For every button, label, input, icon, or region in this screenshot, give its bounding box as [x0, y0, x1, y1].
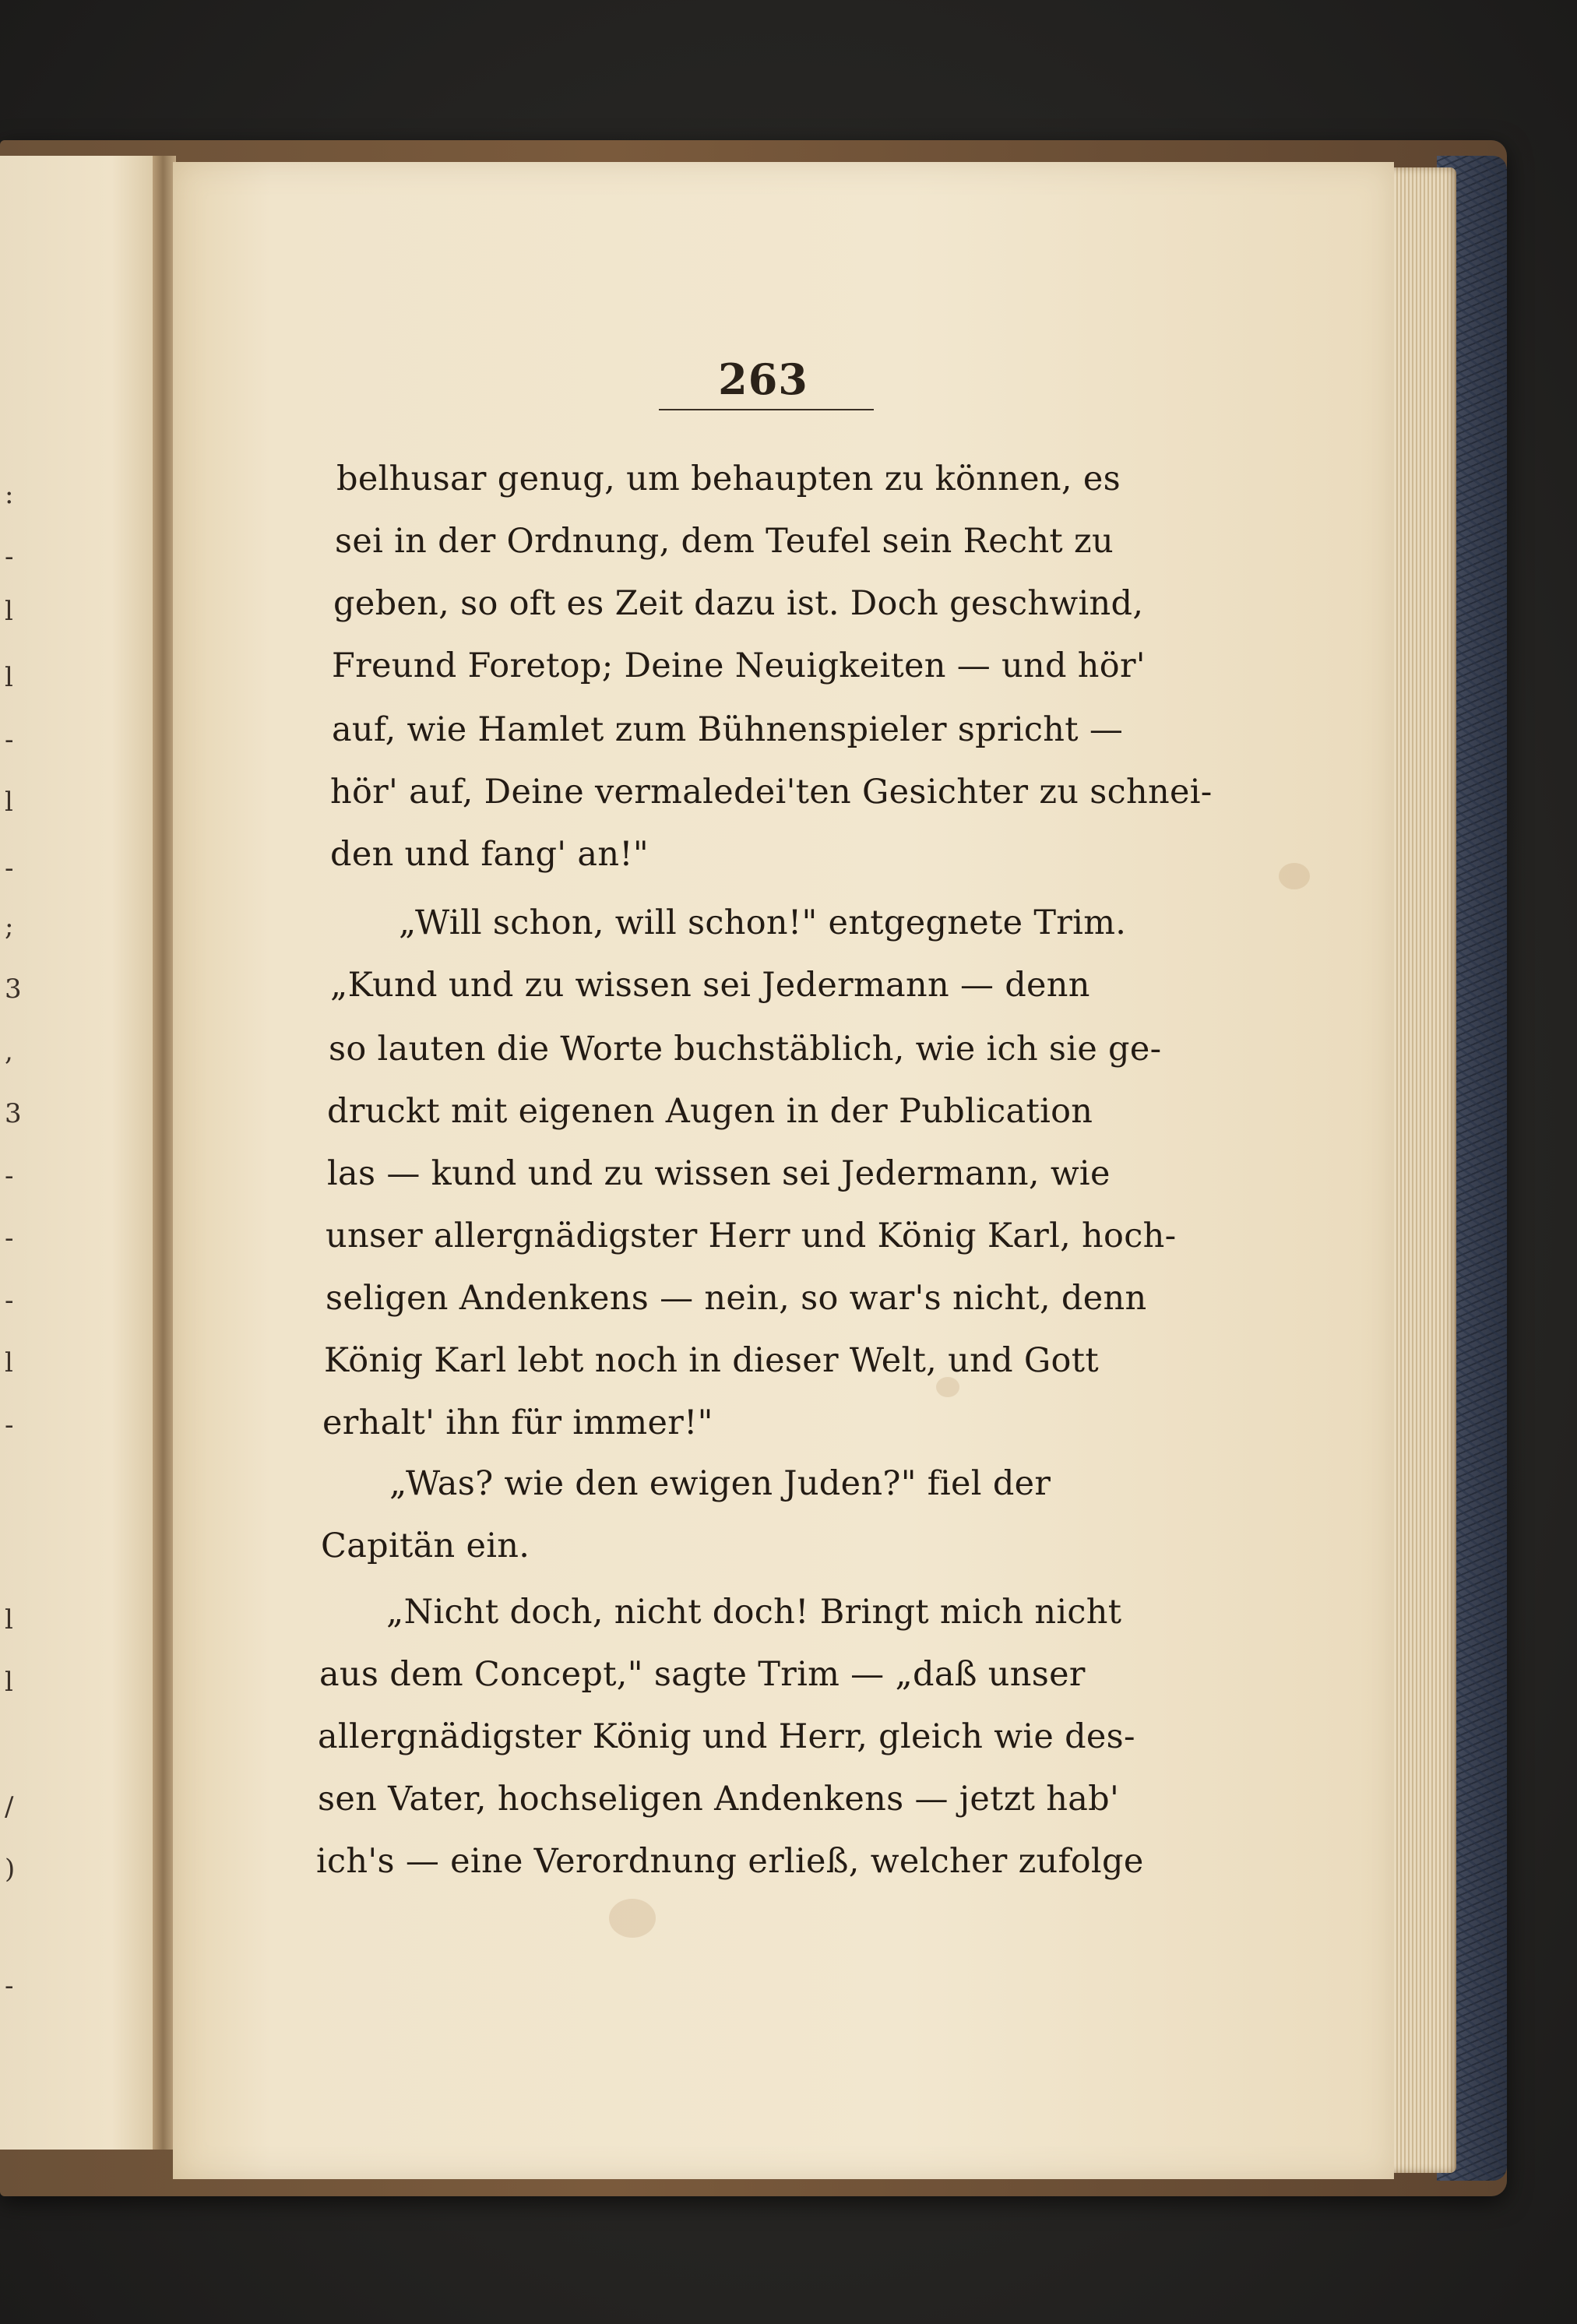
text-line: erhalt' ihn für immer!"	[322, 1403, 713, 1442]
left-page-text-fragment: l	[5, 1347, 13, 1379]
left-page-text-fragment: -	[5, 1410, 14, 1441]
left-page-text-fragment: :	[5, 479, 14, 510]
foxing-spot	[1279, 863, 1310, 889]
left-page-text-fragment: ,	[5, 1036, 13, 1067]
text-line: König Karl lebt noch in dieser Welt, und Gott	[324, 1341, 1099, 1380]
left-page-text-fragment: l	[5, 596, 13, 627]
page-number: 263	[718, 354, 808, 404]
text-line: „Nicht doch, nicht doch! Bringt mich nicht	[386, 1593, 1122, 1632]
left-page-text-fragment: -	[5, 1970, 14, 2002]
text-line: ich's — eine Verordnung erließ, welcher zufolge	[316, 1842, 1144, 1881]
left-page-text-fragment: l	[5, 662, 13, 693]
text-line: unser allergnädigster Herr und König Karl, hoch-	[326, 1217, 1177, 1255]
text-line: seligen Andenkens — nein, so war's nicht, denn	[326, 1279, 1147, 1318]
text-line: den und fang' an!"	[330, 835, 649, 874]
text-line: so lauten die Worte buchstäblich, wie ich sie ge-	[329, 1030, 1162, 1069]
text-line: aus dem Concept," sagte Trim — „daß unser	[319, 1655, 1086, 1694]
left-page-text-fragment: -	[5, 1285, 14, 1316]
text-line: las — kund und zu wissen sei Jedermann, wie	[327, 1154, 1111, 1193]
text-line: allergnädigster König und Herr, gleich wie des-	[318, 1717, 1135, 1756]
left-page-text-fragment: /	[5, 1791, 14, 1822]
text-line: druckt mit eigenen Augen in der Publication	[327, 1092, 1093, 1131]
left-page-text-fragment: l	[5, 1667, 13, 1698]
text-line: sen Vater, hochseligen Andenkens — jetzt hab'	[318, 1780, 1120, 1819]
left-page-text-fragment: ;	[5, 911, 14, 942]
text-line: sei in der Ordnung, dem Teufel sein Recht zu	[335, 522, 1114, 561]
text-line: Freund Foretop; Deine Neuigkeiten — und hör'	[332, 646, 1146, 685]
left-page-text-fragment: -	[5, 1160, 14, 1192]
text-line: hör' auf, Deine vermaledei'ten Gesichter zu schnei-	[330, 773, 1213, 812]
left-page-text-fragment: -	[5, 1223, 14, 1254]
text-line: geben, so oft es Zeit dazu ist. Doch geschwind,	[333, 584, 1144, 623]
text-line: „Kund und zu wissen sei Jedermann — denn	[330, 966, 1090, 1005]
left-page-text-fragment: -	[5, 853, 14, 884]
left-page-text-fragment: 3	[5, 1098, 22, 1129]
left-page-text-fragment: l	[5, 1604, 13, 1636]
left-page-text-fragment: -	[5, 541, 14, 572]
text-line: „Will schon, will schon!" entgegnete Trim.	[399, 903, 1127, 942]
foxing-spot	[609, 1899, 656, 1938]
header-rule	[659, 409, 874, 410]
text-line: belhusar genug, um behaupten zu können, es	[336, 460, 1121, 498]
text-line: „Was? wie den ewigen Juden?" fiel der	[389, 1464, 1051, 1503]
left-page-text-fragment: l	[5, 787, 13, 818]
left-page	[0, 156, 160, 2150]
text-line: auf, wie Hamlet zum Bühnenspieler spricht —	[332, 710, 1124, 749]
text-line: Capitän ein.	[321, 1526, 530, 1565]
left-page-text-fragment: 3	[5, 974, 22, 1005]
left-page-text-fragment: )	[5, 1854, 16, 1885]
left-page-text-fragment: -	[5, 724, 14, 755]
